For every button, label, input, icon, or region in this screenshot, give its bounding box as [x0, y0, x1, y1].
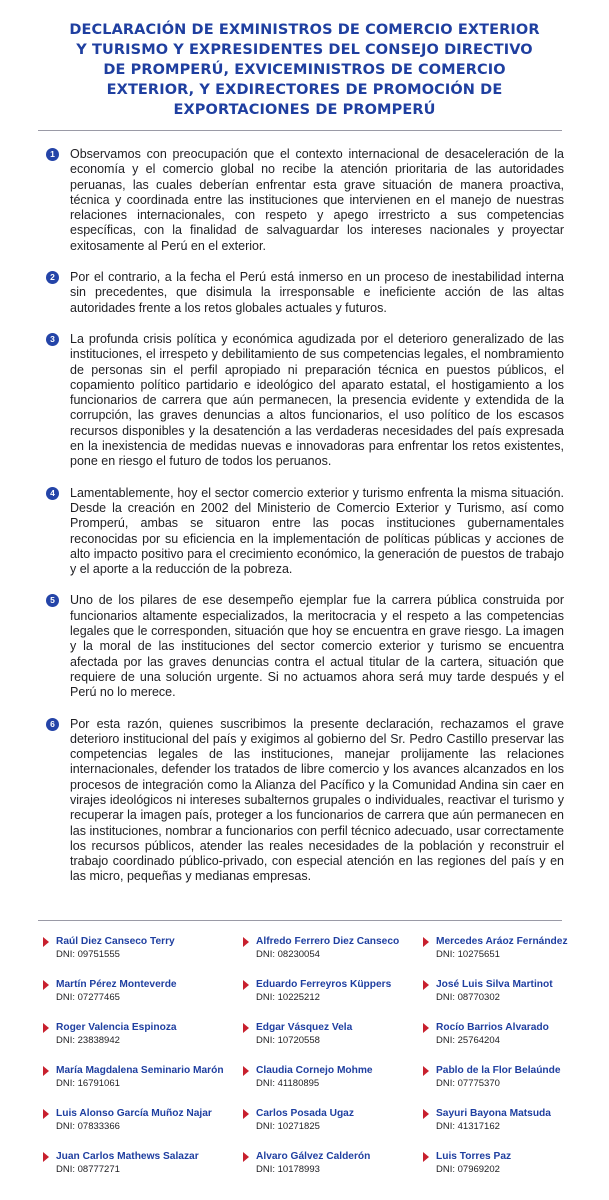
title-line: EXTERIOR, Y EXDIRECTORES DE PROMOCIÓN DE	[106, 82, 503, 98]
declaration-points	[46, 147, 564, 901]
title-line: DECLARACIÓN DE EXMINISTROS DE COMERCIO EXTERIOR	[69, 22, 540, 38]
signer-dni: DNI: 23838942	[56, 1035, 120, 1046]
signer	[40, 1107, 240, 1150]
arrow-bullet-icon	[243, 1066, 249, 1076]
arrow-bullet-icon	[43, 1066, 49, 1076]
signer	[420, 1064, 580, 1107]
signer	[240, 1150, 420, 1193]
signer-name: Sayuri Bayona Matsuda	[436, 1108, 551, 1119]
signer-name: Roger Valencia Espinoza	[56, 1022, 177, 1033]
point-text: Por el contrario, a la fecha el Perú está inmerso en un proceso de inestabilidad interna sin precedentes, que disimula la irresponsable e ineficiente acción de las altas autoridades frente a los retos globales actuales y futuros.	[70, 270, 564, 315]
signer	[40, 935, 240, 978]
signer-name: Mercedes Aráoz Fernández	[436, 936, 568, 947]
arrow-bullet-icon	[243, 1152, 249, 1162]
point-item	[46, 593, 564, 700]
signer-name: Luis Alonso García Muñoz Najar	[56, 1108, 212, 1119]
signer-dni: DNI: 10271825	[256, 1121, 320, 1132]
arrow-bullet-icon	[423, 937, 429, 947]
signer-name: María Magdalena Seminario Marón	[56, 1065, 224, 1076]
signer-name: Edgar Vásquez Vela	[256, 1022, 353, 1033]
signer-dni: DNI: 10178993	[256, 1164, 320, 1175]
point-text: Lamentablemente, hoy el sector comercio exterior y turismo enfrenta la misma situación. Desde la creación en 2002 del Ministerio de Comercio Exterior y Turismo, así como Promperú, ambas se situaron entre las pocas instituciones gubernamentales reconocidas por su eficiencia en la implementación de políticas públicas y acciones de alto impacto positivo para el crecimiento económico, la generación de puestos de trabajo y el aporte a la reducción de la pobreza.	[70, 485, 564, 577]
arrow-bullet-icon	[243, 1109, 249, 1119]
signer-dni: DNI: 08230054	[256, 949, 320, 960]
arrow-bullet-icon	[43, 980, 49, 990]
point-text: Uno de los pilares de ese desempeño ejemplar fue la carrera pública construida por funcionarios altamente especializados, la meritocracia y el respeto a las competencias legales que le corresponden, situación que hoy se encuentra en grave riesgo. La imagen y la moral de las instituciones del sector comercio exterior y turismo se encuentra afectada por las graves denuncias contra el actual titular de la cartera, situación que requiere de una solución urgente. Si no actuamos ahora será muy tarde después y el Perú no lo merece.	[70, 593, 564, 700]
signer	[420, 978, 580, 1021]
signer-name: Alvaro Gálvez Calderón	[256, 1151, 371, 1162]
signers-grid	[40, 935, 580, 1193]
signer-name: Carlos Posada Ugaz	[256, 1108, 354, 1119]
point-number-badge: 3	[46, 333, 59, 346]
signer	[240, 978, 420, 1021]
signer-dni: DNI: 08777271	[56, 1164, 120, 1175]
arrow-bullet-icon	[243, 1023, 249, 1033]
arrow-bullet-icon	[423, 1152, 429, 1162]
signer	[240, 1064, 420, 1107]
arrow-bullet-icon	[423, 1109, 429, 1119]
signer	[240, 1021, 420, 1064]
declaration-title	[30, 20, 579, 120]
arrow-bullet-icon	[423, 980, 429, 990]
signer	[420, 935, 580, 978]
signer-name: Martín Pérez Monteverde	[56, 979, 177, 990]
signer-name: Juan Carlos Mathews Salazar	[56, 1151, 199, 1162]
signer-name: Pablo de la Flor Belaúnde	[436, 1065, 561, 1076]
arrow-bullet-icon	[243, 980, 249, 990]
point-item	[46, 270, 564, 316]
point-number-badge: 6	[46, 718, 59, 731]
point-number-badge: 4	[46, 487, 59, 500]
signer-dni: DNI: 07277465	[56, 992, 120, 1003]
signer-name: Rocío Barrios Alvarado	[436, 1022, 549, 1033]
arrow-bullet-icon	[43, 1023, 49, 1033]
title-line: DE PROMPERÚ, EXVICEMINISTROS DE COMERCIO	[103, 62, 506, 78]
signer-name: Claudia Cornejo Mohme	[256, 1065, 373, 1076]
signer-dni: DNI: 41180895	[256, 1078, 320, 1089]
signer-dni: DNI: 09751555	[56, 949, 120, 960]
signer-dni: DNI: 08770302	[436, 992, 500, 1003]
arrow-bullet-icon	[423, 1023, 429, 1033]
signer-dni: DNI: 25764204	[436, 1035, 500, 1046]
signer-name: Alfredo Ferrero Diez Canseco	[256, 936, 400, 947]
signer	[40, 978, 240, 1021]
point-text: La profunda crisis política y económica agudizada por el deterioro generalizado de las instituciones, el irrespeto y debilitamiento de sus competencias legales, el nombramiento de personas sin el perfil apropiado ni preparación técnica en puestos públicos, el copamiento político partidario e ideológico del aparato estatal, el hostigamiento a los funcionarios de carrera que aún permanecen, la presencia evidente y extendida de la corrupción, las graves denuncias a altos funcionarios, el uso político de los escasos recursos disponibles y la desatención a las verdaderas necesidades del país expresada en la inexistencia de medidas nuevas e innovadoras para enfrentar los retos existentes, pone en riesgo el futuro de todos los peruanos.	[70, 331, 564, 469]
arrow-bullet-icon	[43, 1152, 49, 1162]
signer-dni: DNI: 16791061	[56, 1078, 120, 1089]
arrow-bullet-icon	[43, 937, 49, 947]
signer-name: Raúl Diez Canseco Terry	[56, 936, 175, 947]
signer-dni: DNI: 07775370	[436, 1078, 500, 1089]
signer	[420, 1150, 580, 1193]
point-text: Observamos con preocupación que el contexto internacional de desaceleración de la economía y el comercio global no recibe la atención prioritaria de las autoridades peruanas, las cuales deberían enfrentar esta grave situación de manera proactiva, técnica y coordinada entre las instituciones que intervienen en el manejo de nuestras relaciones internacionales, con respeto y apego irrestricto a sus competencias específicas, con la finalidad de salvaguardar los intereses nacionales y proyectar exitosamente al Perú en el exterior.	[70, 147, 564, 253]
point-item	[46, 147, 564, 254]
signers-divider	[38, 920, 562, 921]
title-line: Y TURISMO Y EXPRESIDENTES DEL CONSEJO DIRECTIVO	[76, 42, 533, 58]
signer-dni: DNI: 10720558	[256, 1035, 320, 1046]
arrow-bullet-icon	[243, 937, 249, 947]
signer-dni: DNI: 10275651	[436, 949, 500, 960]
signer-name: José Luis Silva Martinot	[436, 979, 553, 990]
point-number-badge: 5	[46, 594, 59, 607]
signer	[40, 1150, 240, 1193]
title-line: EXPORTACIONES DE PROMPERÚ	[173, 102, 436, 118]
signer	[240, 1107, 420, 1150]
signer-name: Luis Torres Paz	[436, 1151, 512, 1162]
point-number-badge: 1	[46, 148, 59, 161]
arrow-bullet-icon	[423, 1066, 429, 1076]
signer	[420, 1107, 580, 1150]
point-item	[46, 486, 564, 578]
point-number-badge: 2	[46, 271, 59, 284]
point-item	[46, 332, 564, 470]
point-text: Por esta razón, quienes suscribimos la presente declaración, rechazamos el grave deterioro institucional del país y exigimos al gobierno del Sr. Pedro Castillo preservar las competencias legales de las instituciones, manejar prolijamente las relaciones internacionales, defender los tratados de libre comercio y los avances alcanzados en los procesos de integración como la Alianza del Pacífico y la Comunidad Andina sin caer en virajes ideológicos ni intereses subalternos grupales o individuales, reactivar el turismo y recuperar la imagen país, proteger a los funcionarios de carrera que aún permanecen en las instituciones, nombrar a funcionarios con perfil técnico adecuado, usar correctamente los recursos públicos, atender las reales necesidades de la población y reconstruir el trabajo coordinado público-privado, con especial atención en las regiones del país y en las micro, pequeñas y medianas empresas.	[70, 716, 564, 884]
top-divider	[38, 130, 562, 131]
point-item	[46, 717, 564, 885]
arrow-bullet-icon	[43, 1109, 49, 1119]
signer	[240, 935, 420, 978]
signer	[40, 1064, 240, 1107]
signer-name: Eduardo Ferreyros Küppers	[256, 979, 392, 990]
signer-dni: DNI: 07833366	[56, 1121, 120, 1132]
signer-dni: DNI: 10225212	[256, 992, 320, 1003]
signer-dni: DNI: 07969202	[436, 1164, 500, 1175]
signer	[420, 1021, 580, 1064]
signer-dni: DNI: 41317162	[436, 1121, 500, 1132]
signer	[40, 1021, 240, 1064]
